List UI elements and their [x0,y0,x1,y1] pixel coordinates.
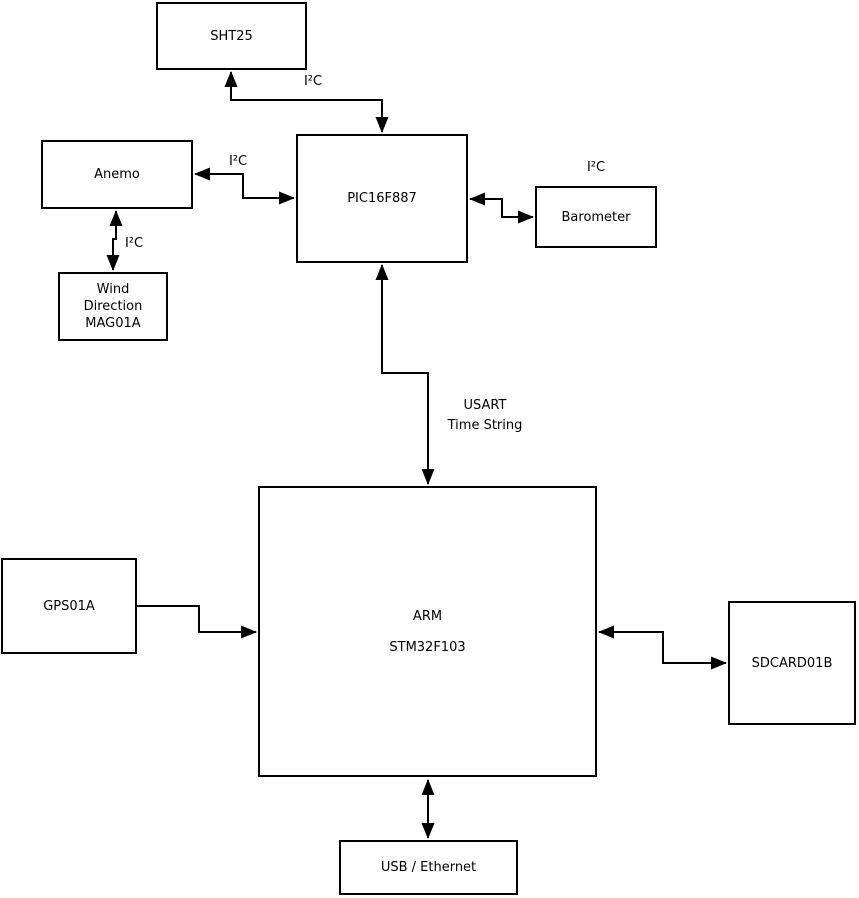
edge-label-i2c-sht25: I²C [303,74,323,89]
node-wind-direction-line3: MAG01A [85,316,141,331]
node-gps01a-label: GPS01A [43,598,95,614]
node-barometer-label: Barometer [561,209,631,225]
node-sht25-label: SHT25 [210,28,253,44]
edge-label-i2c-anemo: I²C [228,154,248,169]
connector-pic-barometer [470,199,533,217]
node-anemo [41,140,193,209]
edge-label-i2c-barometer: I²C [586,160,606,175]
connector-pic-arm [382,265,428,484]
node-wind-direction-line2: Direction [83,299,143,314]
edge-label-i2c-wind: I²C [124,236,144,251]
node-sdcard01b [728,601,856,725]
node-anemo-label: Anemo [94,167,140,182]
node-arm-line2: STM32F103 [389,639,466,655]
connector-anemo-wind [113,211,116,270]
node-wind-direction-line1: Wind [96,282,130,297]
node-wind-direction [58,272,168,341]
node-pic16f887 [296,134,468,263]
connector-arm-sdcard [599,632,726,663]
edge-label-usart-line2: Time String [447,418,523,433]
edge-label-usart-line1: USART [463,398,507,413]
edge-label-usart [448,396,523,436]
node-pic16f887-label: PIC16F887 [347,191,417,206]
node-usb-ethernet [339,840,518,895]
node-sht25 [156,2,307,70]
connector-anemo-pic [195,174,294,198]
node-usb-ethernet-label: USB / Ethernet [380,860,477,875]
node-gps01a [1,558,137,654]
node-arm-line1: ARM [412,608,443,624]
node-sdcard01b-label: SDCARD01B [751,655,833,671]
connector-gps-arm [137,606,256,632]
node-barometer [535,186,657,248]
node-arm-stm32f103 [258,486,597,777]
